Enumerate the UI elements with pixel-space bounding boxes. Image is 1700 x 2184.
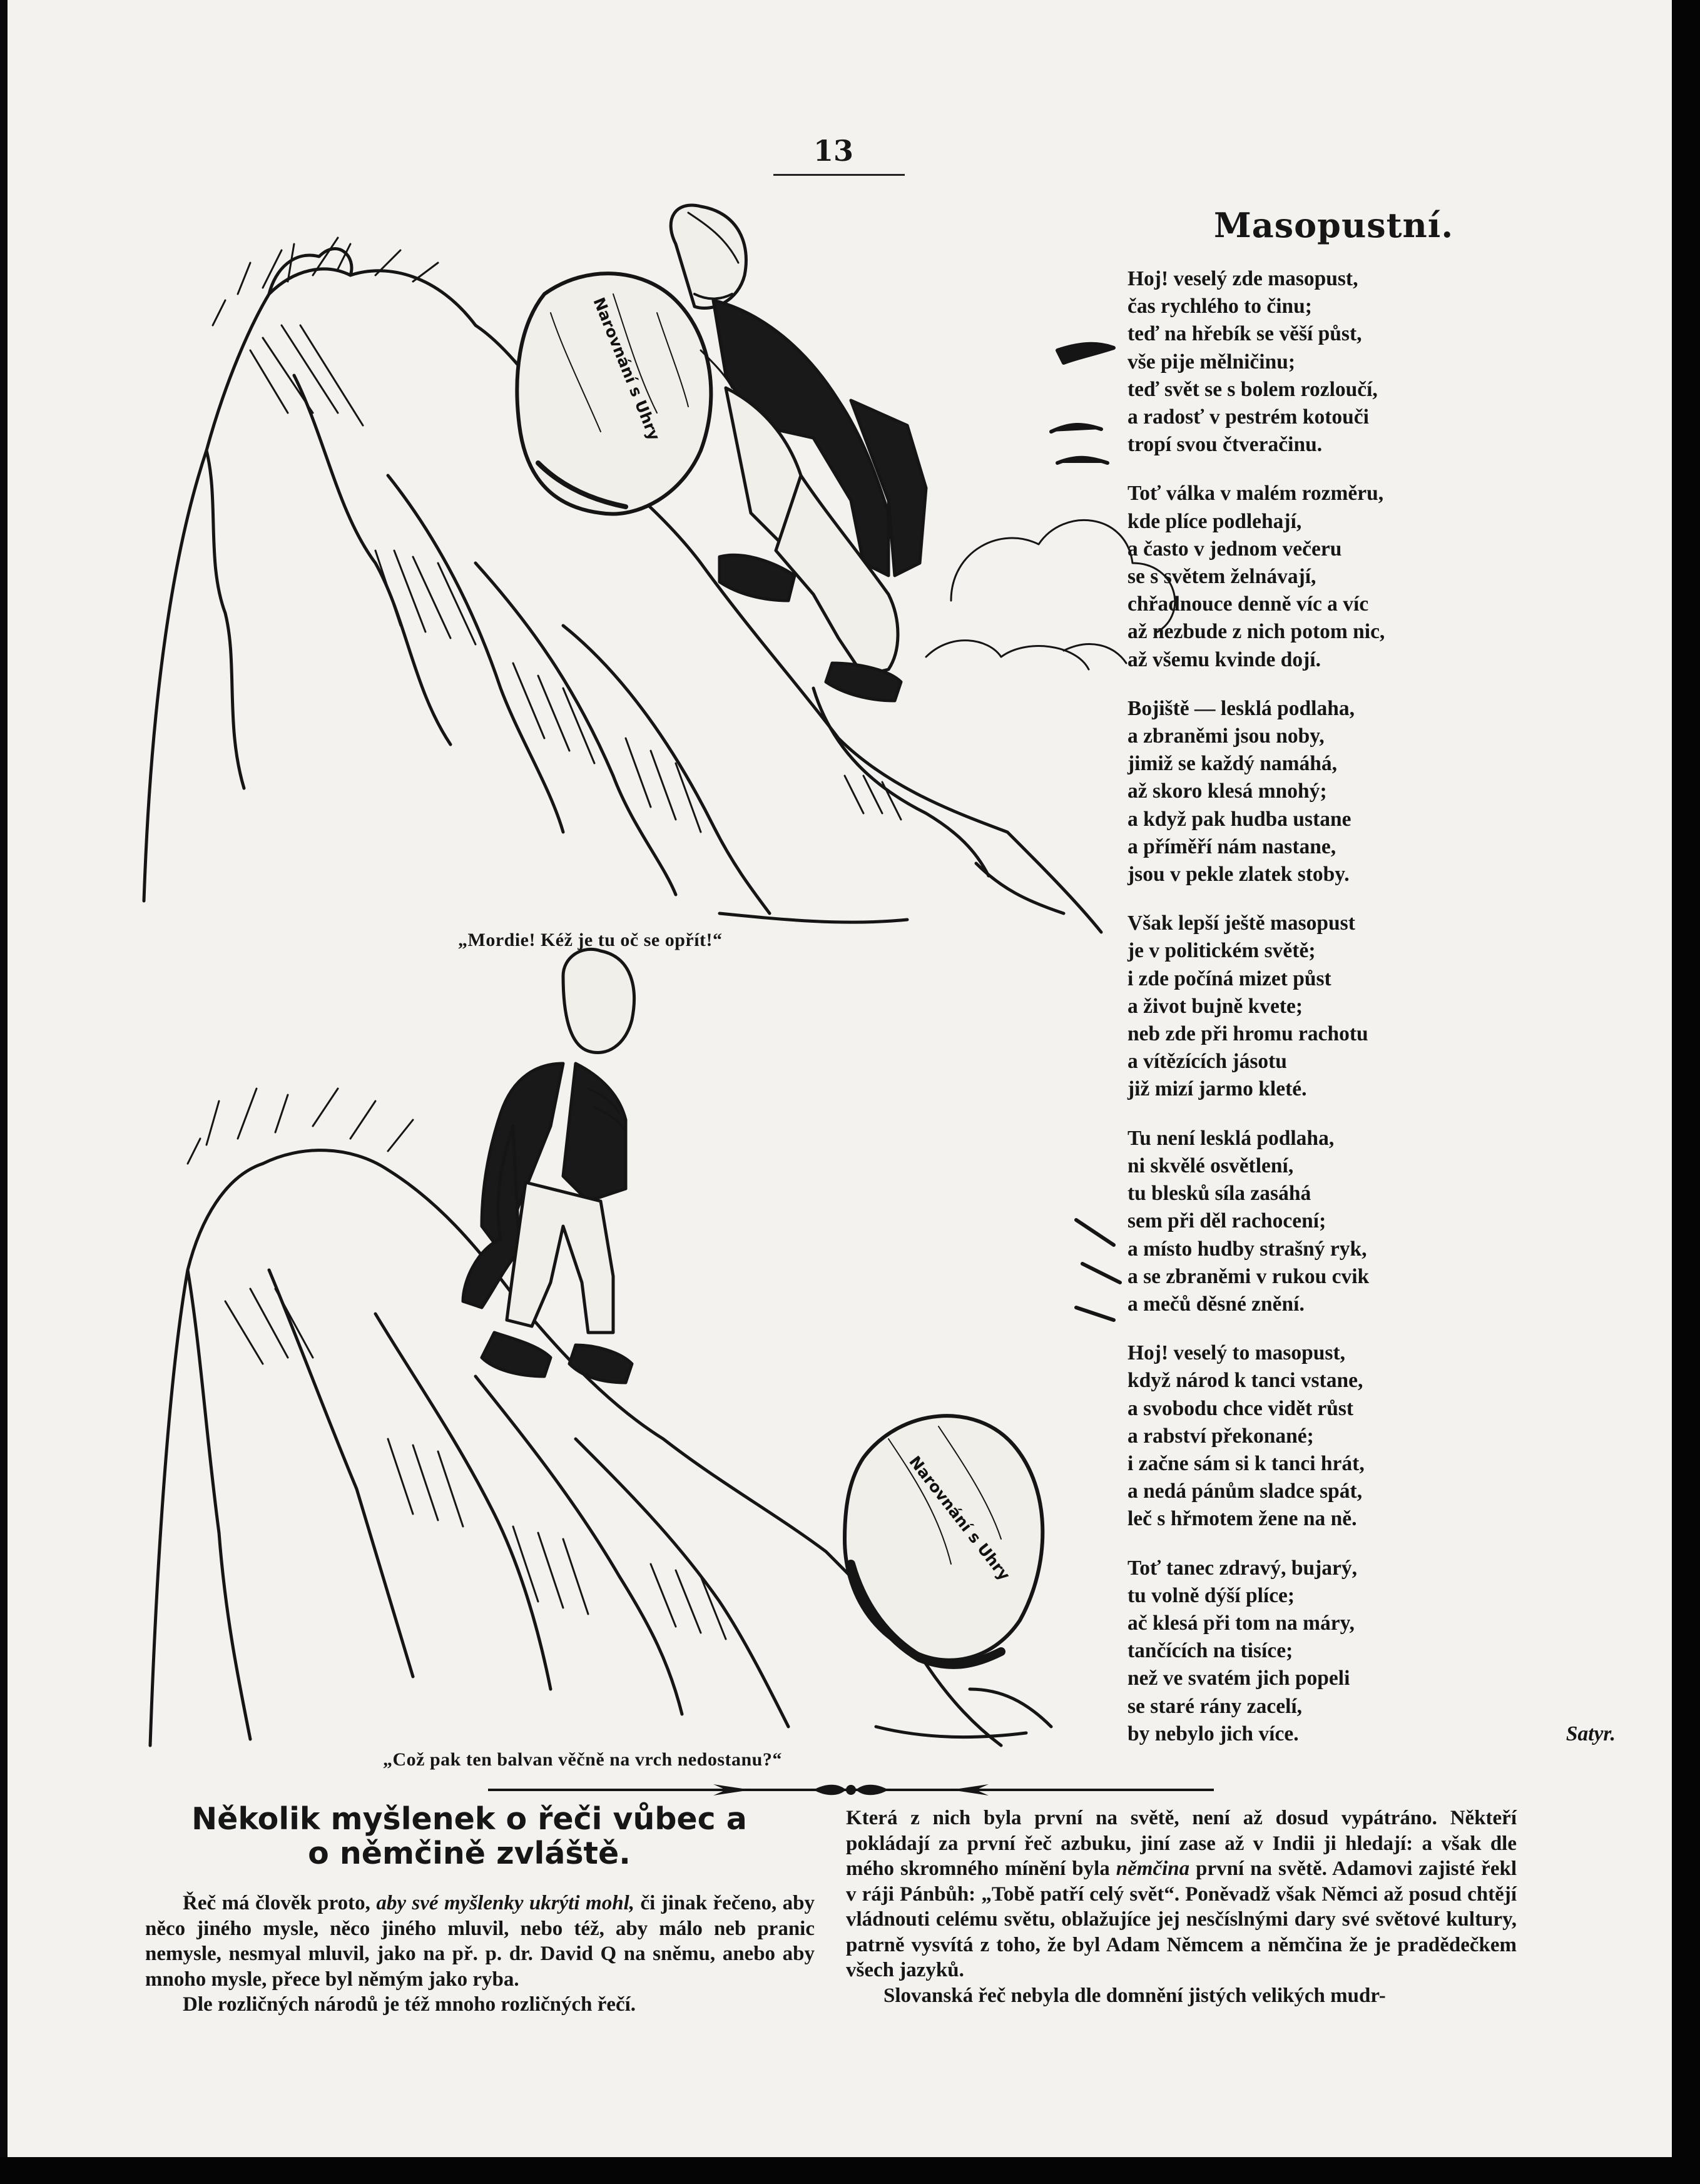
poem-line: a často v jednom večeru bbox=[1127, 537, 1342, 561]
poem-line: Bojiště — lesklá podlaha, bbox=[1127, 696, 1355, 720]
poem-line: čas rychlého to činu; bbox=[1127, 295, 1312, 318]
poem-line: leč s hřmotem žene na ně. bbox=[1127, 1507, 1357, 1531]
poem-stanza bbox=[1127, 1339, 1528, 1533]
bottom-man bbox=[463, 949, 634, 1383]
poem-line: jsou v pekle zlatek stoby. bbox=[1127, 863, 1350, 886]
poem-line: a když pak hudba ustane bbox=[1127, 807, 1351, 831]
poem-signature: Satyr. bbox=[1565, 1722, 1616, 1745]
poem-line: až nezbude z nich potom nic, bbox=[1127, 620, 1385, 644]
article-paragraph: Dle rozličných národů je též mnoho rozličných řečí. bbox=[183, 1993, 636, 2016]
poem-line: Hoj! veselý to masopust, bbox=[1127, 1341, 1346, 1365]
poem bbox=[1127, 265, 1616, 1769]
poem-line: a zbraněmi jsou noby, bbox=[1127, 724, 1325, 748]
page-number: 13 bbox=[813, 134, 853, 168]
bottom-boulder-label: Narovnání s Uhry bbox=[905, 1452, 1014, 1584]
poem-line: by nebylo jich více. bbox=[1127, 1722, 1299, 1745]
article-column-right bbox=[846, 1806, 1517, 2008]
poem-line: a život bujně kvete; bbox=[1127, 994, 1303, 1018]
article-paragraph: Řeč má člověk proto, aby své myšlenky ukrýti mohl, či jinak řečeno, aby něco jiného mysle, něco jiného mluvil, nebo též, aby málo neb pranic nemysle, nesmyal mluvil, jako na př. p. dr. David Q na sněmu, anebo aby mnoho mysle, přece byl němým jako ryba. bbox=[145, 1892, 815, 1991]
poem-line: vše pije mělničinu; bbox=[1127, 350, 1295, 373]
poem-line: a příměří nám nastane, bbox=[1127, 835, 1336, 858]
bottom-boulder bbox=[845, 1416, 1042, 1665]
poem-line: a se zbraněmi v rukou cvik bbox=[1127, 1264, 1370, 1288]
poem-stanza bbox=[1127, 910, 1528, 1103]
poem-line: tropí svou čtveračinu. bbox=[1127, 433, 1323, 457]
article-title-line: Několik myšlenek o řeči vůbec a bbox=[191, 1801, 747, 1837]
poem-line: Však lepší ještě masopust bbox=[1127, 912, 1355, 935]
poem-line: se staré rány zacelí, bbox=[1127, 1694, 1303, 1718]
poem-line: teď na hřebík se věší půst, bbox=[1127, 322, 1362, 346]
article-emphasis: němčina bbox=[1116, 1857, 1190, 1880]
article-title-line: o němčině zvláště. bbox=[308, 1836, 631, 1871]
poem-line: tu volně dýší plíce; bbox=[1127, 1583, 1295, 1607]
poem-line: až skoro klesá mnohý; bbox=[1127, 780, 1327, 803]
poem-line: chřadnouce denně víc a víc bbox=[1127, 592, 1369, 616]
poem-line: a nedá pánům sladce spát, bbox=[1127, 1480, 1363, 1503]
poem-stanza bbox=[1127, 695, 1528, 888]
poem-line: a místo hudby strašný ryk, bbox=[1127, 1237, 1367, 1261]
poem-line: a rabství překonané; bbox=[1127, 1424, 1314, 1448]
birds-top bbox=[1051, 344, 1114, 463]
poem-line: teď svět se s bolem rozloučí, bbox=[1127, 377, 1378, 401]
poem-line: se s světem želnávají, bbox=[1127, 565, 1316, 589]
poem-line: než ve svatém jich popeli bbox=[1127, 1667, 1350, 1690]
poem-line: i začne sám si k tanci hrát, bbox=[1127, 1451, 1365, 1475]
top-boulder-label: Narovnání s Uhry bbox=[589, 295, 664, 444]
poem-title: Masopustní. bbox=[1214, 205, 1454, 245]
poem-line: tančících na tisíce; bbox=[1127, 1639, 1293, 1663]
article-paragraph: Která z nich byla první na světě, není až dosud vypátráno. Někteří pokládají za první řeč azbuku, jiní zase až v Indii ji hledají: a však dle mého skromného mínění byla němčina první na světě. Adamovi zajisté řekl v ráji Pánbůh: „Tobě patří celý svět“. Poněvadž však Němci až posud chtějí vládnouti celému světu, oblažujíce jej nesčíslnými dary své světové kultury, patrně vysvítá z toho, že byl Adam Němcem a němčina že je pradědečkem všech jazyků. bbox=[846, 1807, 1517, 1981]
poem-stanza bbox=[1127, 1125, 1528, 1318]
poem-line: a svobodu chce vidět růst bbox=[1127, 1396, 1354, 1420]
poem-line: Toť válka v malém rozměru, bbox=[1127, 482, 1384, 505]
birds-bottom bbox=[1076, 1220, 1120, 1320]
poem-line: a radosť v pestrém kotouči bbox=[1127, 405, 1369, 429]
bottom-cartoon-caption: „Což pak ten balvan věčně na vrch nedostanu?“ bbox=[383, 1749, 782, 1770]
poem-line: a vítězících jásotu bbox=[1127, 1050, 1287, 1074]
poem-stanza bbox=[1127, 1555, 1616, 1748]
poem-line: a mečů děsné znění. bbox=[1127, 1292, 1305, 1316]
poem-line: Toť tanec zdravý, bujarý, bbox=[1127, 1556, 1358, 1580]
poem-line: ni skvělé osvětlení, bbox=[1127, 1154, 1294, 1177]
poem-line: sem při děl rachocení; bbox=[1127, 1209, 1326, 1233]
poem-stanza bbox=[1127, 480, 1528, 673]
poem-line: ač klesá při tom na máry, bbox=[1127, 1611, 1355, 1635]
poem-line: i zde počíná mizet půst bbox=[1127, 967, 1331, 990]
poem-line: je v politickém světě; bbox=[1127, 939, 1316, 963]
poem-line: neb zde při hromu rachotu bbox=[1127, 1022, 1368, 1046]
poem-line: Hoj! veselý zde masopust, bbox=[1127, 267, 1358, 290]
top-man bbox=[671, 205, 926, 701]
poem-line: až všemu kvinde dojí. bbox=[1127, 648, 1321, 671]
poem-stanza bbox=[1127, 265, 1528, 459]
top-cartoon-caption: „Mordie! Kéž je tu oč se opřít!“ bbox=[458, 930, 723, 950]
ornamental-divider bbox=[488, 1782, 1214, 1798]
top-boulder bbox=[517, 273, 711, 514]
article-column-left bbox=[145, 1891, 815, 2018]
article-emphasis: aby své myšlenky ukrýti mohl, bbox=[376, 1892, 634, 1914]
article-paragraph: Slovanská řeč nebyla dle domnění jistých velikých mudr- bbox=[883, 1984, 1386, 2007]
poem-line: kde plíce podlehají, bbox=[1127, 509, 1302, 533]
poem-line: když národ k tanci vstane, bbox=[1127, 1369, 1363, 1393]
poem-line: Tu není lesklá podlaha, bbox=[1127, 1126, 1335, 1150]
poem-line: tu blesků síla zasáhá bbox=[1127, 1182, 1311, 1206]
article-title bbox=[119, 1802, 820, 1871]
bottom-mountain-hatching bbox=[225, 1289, 726, 1639]
poem-line: již mizí jarmo kleté. bbox=[1127, 1077, 1307, 1101]
poem-line: jimiž se každý namáhá, bbox=[1127, 752, 1337, 776]
